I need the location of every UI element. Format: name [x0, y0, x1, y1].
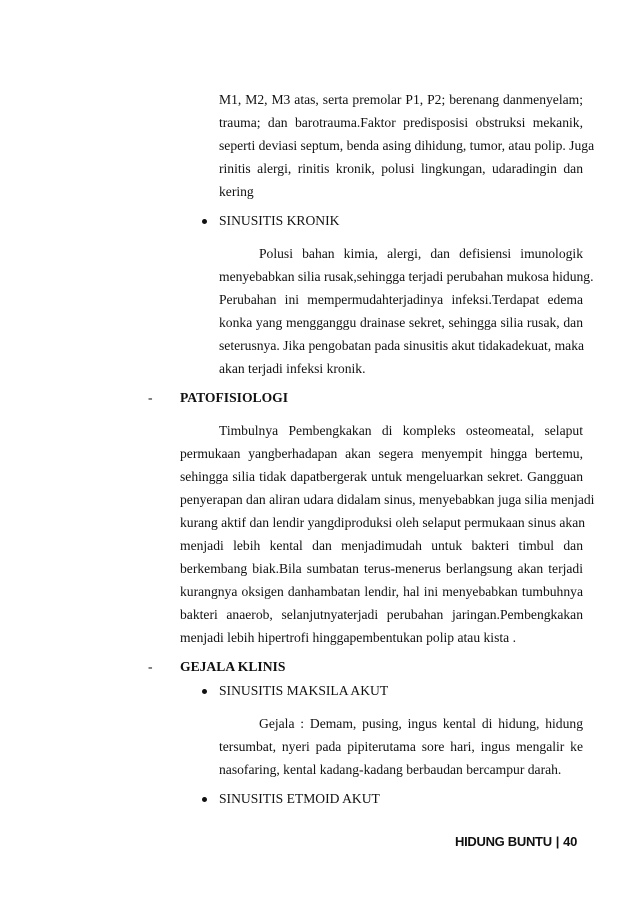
page-footer	[455, 834, 577, 849]
text-line: penyerapan dan aliran udara didalam sinus, menyebabkan juga silia menjadi	[180, 492, 595, 507]
text-line: kurang aktif dan lendir yangdiproduksi oleh selaput permukaan sinus akan	[180, 515, 586, 530]
bullet-icon	[202, 689, 207, 694]
text-line: nasofaring, kental kadang-kadang berbaudan bercampur darah.	[219, 762, 562, 777]
text-line: Timbulnya Pembengkakan di kompleks osteomeatal, selaput	[219, 423, 583, 438]
text-line: bakteri anaerob, selanjutnyaterjadi perubahan jaringan.Pembengkakan	[180, 607, 583, 622]
list-dash: -	[148, 390, 153, 405]
text-line: kering	[219, 184, 254, 199]
bullet-icon	[202, 219, 207, 224]
text-line: kurangnya oksigen danhambatan lendir, hal ini menyebabkan tumbuhnya	[180, 584, 583, 599]
text-line: seterusnya. Jika pengobatan pada sinusitis akut tidakadekuat, maka	[219, 338, 585, 353]
text-line: menjadi lebih kental dan menjadimudah untuk bakteri timbul dan	[180, 538, 583, 553]
bullet-icon	[202, 797, 207, 802]
text-line: tersumbat, nyeri pada pipiterutama sore hari, ingus mengalir ke	[219, 739, 583, 754]
list-dash: -	[148, 659, 153, 674]
text-line: rinitis alergi, rinitis kronik, polusi lingkungan, udaradingin dan	[219, 161, 583, 176]
text-line: Gejala : Demam, pusing, ingus kental di hidung, hidung	[259, 716, 583, 731]
text-line: berkembang biak.Bila sumbatan terus-menerus berlangsung akan terjadi	[180, 561, 583, 576]
footer-separator: |	[555, 834, 560, 849]
text-line: menyebabkan silia rusak,sehingga terjadi perubahan mukosa hidung.	[219, 269, 594, 284]
section-subheading: SINUSITIS KRONIK	[219, 213, 340, 228]
section-subheading: SINUSITIS MAKSILA AKUT	[219, 683, 389, 698]
text-line: Perubahan ini mempermudahterjadinya infeksi.Terdapat edema	[219, 292, 583, 307]
text-line: konka yang mengganggu drainase sekret, sehingga silia rusak, dan	[219, 315, 583, 330]
text-line: menjadi lebih hipertrofi hinggapembentukan polip atau kista .	[180, 630, 516, 645]
section-heading: GEJALA KLINIS	[180, 659, 286, 674]
text-line: trauma; dan barotrauma.Faktor predisposisi obstruksi mekanik,	[219, 115, 583, 130]
footer-title: HIDUNG BUNTU	[455, 834, 552, 849]
text-line: akan terjadi infeksi kronik.	[219, 361, 366, 376]
section-subheading: SINUSITIS ETMOID AKUT	[219, 791, 380, 806]
text-line: seperti deviasi septum, benda asing dihidung, tumor, atau polip. Juga	[219, 138, 595, 153]
text-line: permukaan yangberhadapan akan segera menyempit hingga bertemu,	[180, 446, 583, 461]
text-line: sehingga silia tidak dapatbergerak untuk mengeluarkan sekret. Gangguan	[180, 469, 583, 484]
section-heading: PATOFISIOLOGI	[180, 390, 289, 405]
text-line: Polusi bahan kimia, alergi, dan defisiensi imunologik	[259, 246, 583, 261]
page-number: 40	[563, 834, 578, 849]
text-line: M1, M2, M3 atas, serta premolar P1, P2; berenang danmenyelam;	[219, 92, 583, 107]
